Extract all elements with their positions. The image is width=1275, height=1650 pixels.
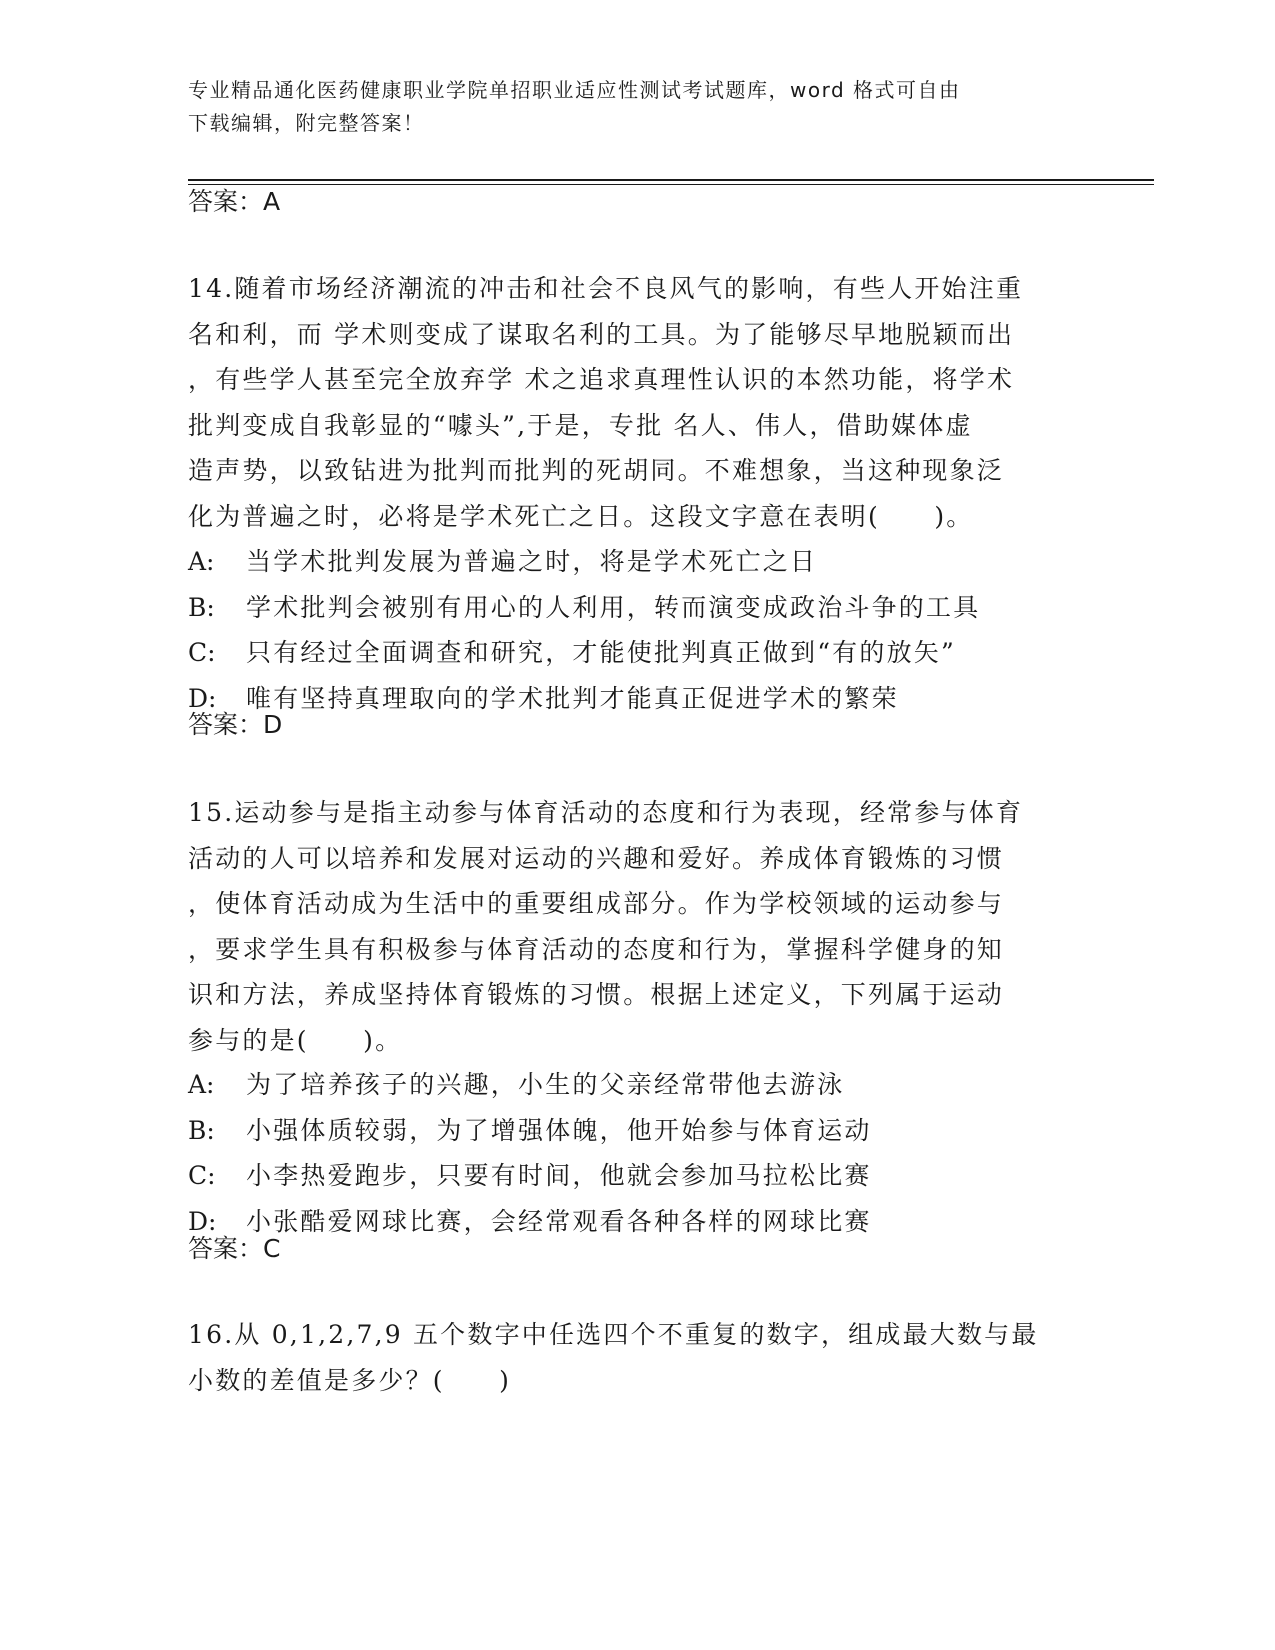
option-letter: D: bbox=[188, 1206, 217, 1236]
option-c bbox=[188, 630, 1088, 676]
option-letter: A: bbox=[188, 547, 215, 576]
option-a bbox=[188, 539, 1088, 585]
question-14 bbox=[188, 266, 1068, 539]
option-c bbox=[188, 1153, 1088, 1199]
question-line: 造声势，以致钻进为批判而批判的死胡同。不难想象，当这种现象泛 bbox=[188, 456, 1005, 485]
option-b bbox=[188, 585, 1088, 631]
option-text: 小强体质较弱，为了增强体魄，他开始参与体育运动 bbox=[246, 1115, 872, 1145]
option-letter: C: bbox=[188, 638, 216, 667]
header-rule-thin bbox=[188, 184, 1154, 185]
question-line: 化为普遍之时，必将是学术死亡之日。这段文字意在表明( )。 bbox=[188, 501, 974, 531]
question-line: ，有些学人甚至完全放弃学 术之追求真理性认识的本然功能，将学术 bbox=[188, 365, 1015, 394]
question-line: 参与的是( )。 bbox=[188, 1025, 403, 1055]
question-line: ，使体育活动成为生活中的重要组成部分。作为学校领域的运动参与 bbox=[188, 889, 1005, 918]
option-text: 学术批判会被别有用心的人利用，转而演变成政治斗争的工具 bbox=[246, 592, 981, 622]
option-letter: B: bbox=[188, 592, 215, 622]
answer-13: 答案：A bbox=[188, 187, 281, 216]
options-15 bbox=[188, 1062, 1088, 1244]
option-letter: B: bbox=[188, 1115, 215, 1145]
option-text: 当学术批判发展为普遍之时，将是学术死亡之日 bbox=[246, 547, 818, 576]
question-15 bbox=[188, 790, 1068, 1063]
header-rule-thick bbox=[188, 179, 1154, 181]
option-text: 小张酷爱网球比赛，会经常观看各种各样的网球比赛 bbox=[246, 1206, 872, 1236]
answer-15: 答案：C bbox=[188, 1234, 281, 1263]
option-letter: D: bbox=[188, 683, 217, 713]
question-line: 16.从 0,1,2,7,9 五个数字中任选四个不重复的数字，组成最大数与最 bbox=[188, 1320, 1039, 1349]
question-line: 14.随着市场经济潮流的冲击和社会不良风气的影响，有些人开始注重 bbox=[188, 274, 1024, 303]
option-d bbox=[188, 1199, 1088, 1245]
options-14 bbox=[188, 539, 1088, 721]
option-text: 唯有坚持真理取向的学术批判才能真正促进学术的繁荣 bbox=[246, 683, 899, 713]
question-line: 识和方法，养成坚持体育锻炼的习惯。根据上述定义，下列属于运动 bbox=[188, 980, 1005, 1009]
option-text: 小李热爱跑步，只要有时间，他就会参加马拉松比赛 bbox=[246, 1161, 872, 1190]
option-text: 为了培养孩子的兴趣，小生的父亲经常带他去游泳 bbox=[246, 1070, 845, 1099]
answer-14: 答案：D bbox=[188, 710, 283, 739]
question-line: 活动的人可以培养和发展对运动的兴趣和爱好。养成体育锻炼的习惯 bbox=[188, 843, 1005, 873]
option-text: 只有经过全面调查和研究，才能使批判真正做到“有的放矢” bbox=[246, 638, 956, 667]
question-line: 名和利，而 学术则变成了谋取名利的工具。为了能够尽早地脱颖而出 bbox=[188, 319, 1015, 349]
option-letter: A: bbox=[188, 1070, 215, 1099]
question-line: 批判变成自我彰显的“噱头”,于是，专批 名人、伟人，借助媒体虚 bbox=[188, 410, 973, 440]
option-a bbox=[188, 1062, 1088, 1108]
option-b bbox=[188, 1108, 1088, 1154]
option-letter: C: bbox=[188, 1161, 216, 1190]
question-line: 小数的差值是多少？( ) bbox=[188, 1365, 512, 1395]
question-16 bbox=[188, 1312, 1068, 1403]
header-line-2: 下载编辑，附完整答案！ bbox=[188, 111, 425, 135]
header-line-1: 专业精品通化医药健康职业学院单招职业适应性测试考试题库，word 格式可自由 bbox=[188, 78, 961, 102]
option-d bbox=[188, 676, 1088, 722]
question-line: ，要求学生具有积极参与体育活动的态度和行为，掌握科学健身的知 bbox=[188, 934, 1005, 964]
page-header bbox=[188, 74, 1068, 140]
question-line: 15.运动参与是指主动参与体育活动的态度和行为表现，经常参与体育 bbox=[188, 798, 1024, 827]
